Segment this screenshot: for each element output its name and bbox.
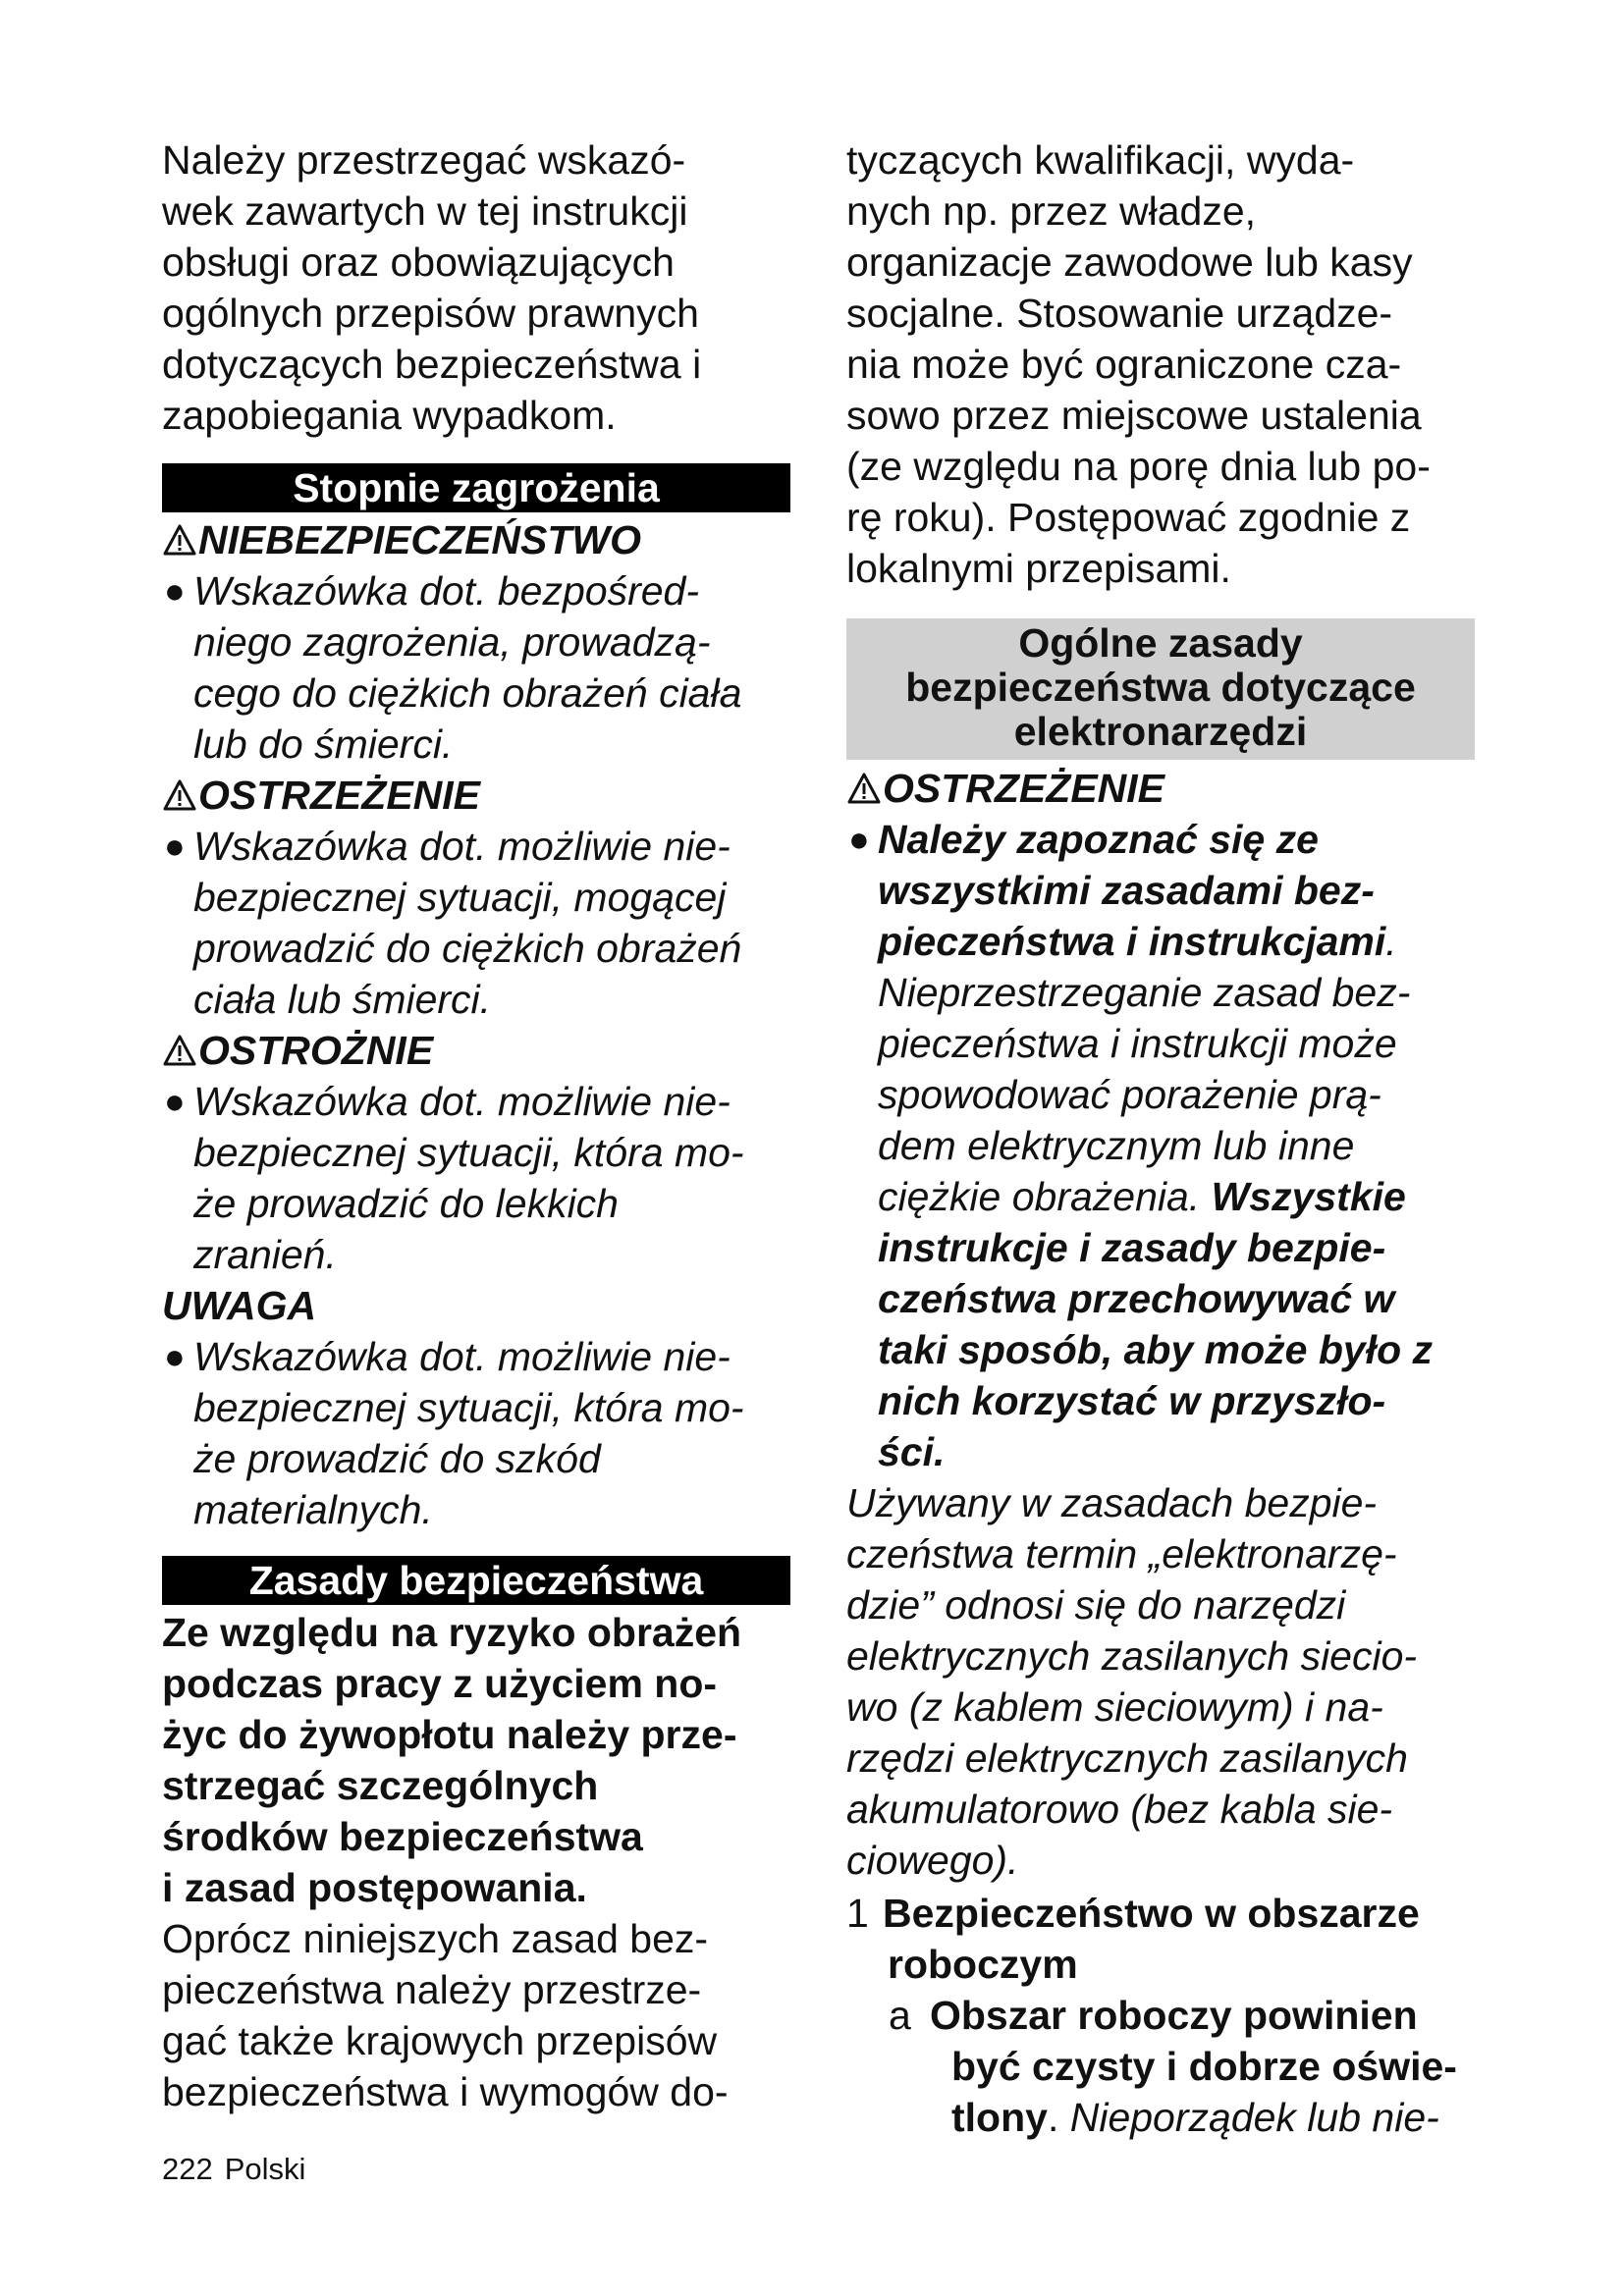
text-line: czeństwa przechowywać w (878, 1276, 1395, 1321)
text-line (930, 1990, 1475, 2041)
text-line: zranień. (193, 1232, 337, 1277)
text-line: lub do śmierci. (193, 721, 454, 767)
text-line: Wskazówka dot. możliwie nie- (193, 1079, 731, 1124)
text-line: lokalnymi przepisami. (846, 546, 1231, 591)
hazard-level-label (162, 1280, 790, 1331)
text-line: ogólnych przepisów prawnych (162, 291, 699, 336)
text-line: bezpiecznej sytuacji, która mo- (193, 1385, 744, 1430)
text-line: ciowego). (846, 1838, 1019, 1883)
text-line: roboczym (888, 1942, 1078, 1987)
item-a: a Obszar roboczy powinien być czysty i dobrze oświe- tlony. Nieporządek lub nie- (846, 1990, 1475, 2143)
text-line: i zasad postępowania. (162, 1865, 587, 1910)
text-line: Używany w zasadach bezpie- (846, 1480, 1378, 1525)
text-line: Bezpieczeństwo w obszarze (883, 1891, 1420, 1936)
hazard-level-description (162, 821, 790, 1025)
text-line: bezpiecznej sytuacji, mogącej (193, 875, 727, 920)
text-line: bezpiecznej sytuacji, która mo- (193, 1130, 744, 1175)
text-line: obsługi oraz obowiązujących (162, 240, 675, 285)
text-line: elektrycznych zasilanych siecio- (846, 1633, 1418, 1679)
text-line (878, 916, 1475, 967)
item-a-text (930, 1990, 1475, 2143)
warning-triangle-icon (162, 1034, 197, 1067)
text-line: Wskazówka dot. możliwie nie- (193, 824, 731, 869)
text-line: pieczeństwa i instrukcji może (878, 1021, 1397, 1066)
warning-label: OSTRZEŻENIE (846, 763, 1475, 814)
text-line: środków bezpieczeństwa (162, 1814, 643, 1859)
text-line: socjalne. Stosowanie urządze- (846, 291, 1393, 336)
hazard-level-description (162, 565, 790, 770)
period: . (1047, 2095, 1070, 2140)
text-line: materialnych. (193, 1487, 433, 1532)
text-line: że prowadzić do lekkich (193, 1181, 619, 1226)
text-line: dem elektrycznym lub inne (878, 1123, 1355, 1168)
period: . (1385, 919, 1397, 964)
general-safety-heading (846, 618, 1475, 760)
text-run: ciężkie obrażenia. (878, 1174, 1212, 1219)
text-line: gać także krajowych przepisów (162, 2018, 718, 2063)
heading-line: Ogólne zasady (1018, 620, 1303, 666)
text-line: zapobiegania wypadkom. (162, 393, 617, 438)
text-line: Wskazówka dot. bezpośred- (193, 568, 700, 614)
section-1-title (883, 1888, 1475, 1990)
description-lines (193, 565, 790, 770)
text-line (878, 1171, 1475, 1222)
safety-rules-text (162, 1913, 790, 2117)
text-line: rę roku). Postępować zgodnie z (846, 495, 1411, 540)
text-line: wszystkimi zasadami bez- (878, 868, 1375, 913)
hazard-levels (162, 514, 790, 1535)
term-definition (846, 1477, 1475, 1886)
bullet-icon: ● (164, 1081, 186, 1121)
right-column (846, 134, 1475, 2143)
warning-bullet (846, 814, 1475, 1477)
text-line: dzie” odnosi się do narzędzi (846, 1582, 1346, 1628)
text-line: prowadzić do ciężkich obrażeń (193, 926, 742, 971)
text-line: Należy przestrzegać wskazó- (162, 137, 686, 183)
text-line: życ do żywopłotu należy prze- (162, 1712, 737, 1757)
text-run: tlony (951, 2095, 1048, 2140)
description-lines (193, 1076, 790, 1280)
safety-rules-bold-text (162, 1607, 790, 1913)
text-line: sowo przez miejscowe ustalenia (846, 393, 1422, 438)
text-line: Oprócz niniejszych zasad bez- (162, 1916, 709, 1961)
text-run: Wszystkie (1211, 1174, 1406, 1219)
text-line: (ze względu na porę dnia lub po- (846, 444, 1431, 489)
text-line: podczas pracy z użyciem no- (162, 1661, 718, 1706)
text-line: nich korzystać w przyszło- (878, 1378, 1386, 1423)
text-line: nych np. przez władze, (846, 188, 1257, 234)
text-line: Należy zapoznać się ze (878, 817, 1319, 862)
bullet-icon: ● (164, 570, 186, 611)
text-line: taki sposób, aby może było z (878, 1327, 1434, 1372)
text-line: organizacje zawodowe lub kasy (846, 240, 1413, 285)
heading-line: elektronarzędzi (1013, 709, 1308, 754)
text-run: być czysty i dobrze oświe- (951, 2044, 1457, 2089)
text-run: Obszar roboczy powinien (930, 1993, 1418, 2038)
hazard-level-text: UWAGA (162, 1283, 317, 1328)
hazard-level-label (162, 514, 790, 565)
text-line: tyczących kwalifikacji, wyda- (846, 137, 1355, 183)
text-line: spowodować porażenie prą- (878, 1072, 1381, 1117)
left-column (162, 134, 790, 2117)
text-line: instrukcje i zasady bezpie- (878, 1225, 1386, 1270)
bullet-icon: ● (164, 1336, 186, 1376)
text-line: strzegać szczególnych (162, 1763, 599, 1808)
text-line: cego do ciężkich obrażeń ciała (193, 670, 742, 716)
page-footer (162, 2150, 317, 2189)
text-line: bezpieczeństwa i wymogów do- (162, 2069, 729, 2114)
text-line: ciała lub śmierci. (193, 977, 492, 1022)
text-line: że prowadzić do szkód (193, 1436, 601, 1481)
text-line: Nieprzestrzeganie zasad bez- (878, 970, 1411, 1015)
text-line: Ze względu na ryzyko obrażeń (162, 1610, 742, 1655)
safety-rules-heading: Zasady bezpieczeństwa (162, 1556, 790, 1605)
text-line: ści. (878, 1429, 946, 1474)
page-number: 222 (162, 2152, 213, 2186)
heading-line: bezpieczeństwa dotyczące (905, 665, 1416, 710)
continued-paragraph (846, 134, 1475, 594)
hazard-level-label (162, 1025, 790, 1076)
text-line: nia może być ograniczone cza- (846, 342, 1402, 387)
text-run: Nieporządek lub nie- (1069, 2095, 1439, 2140)
text-line (930, 2041, 1475, 2092)
text-line: wek zawartych w tej instrukcji (162, 188, 688, 234)
hazard-levels-heading: Stopnie zagrożenia (162, 463, 790, 512)
text-line: czeństwa termin „elektronarzę- (846, 1531, 1397, 1576)
intro-paragraph (162, 134, 790, 441)
hazard-level-text: OSTRZEŻENIE (198, 773, 481, 818)
warning-triangle-icon (162, 523, 197, 557)
text-line (930, 2092, 1475, 2143)
description-lines (193, 821, 790, 1025)
section-1-heading: 1 Bezpieczeństwo w obszarze roboczym (846, 1888, 1475, 1990)
warning-bullet-text (878, 814, 1475, 1477)
text-line: pieczeństwa należy przestrze- (162, 1967, 702, 2012)
text-line: dotyczących bezpieczeństwa i (162, 342, 702, 387)
hazard-level-text: NIEBEZPIECZEŃSTWO (198, 517, 642, 562)
warning-triangle-icon (846, 772, 882, 805)
bullet-icon: ● (164, 826, 186, 866)
hazard-level-label (162, 770, 790, 821)
text-line: niego zagrożenia, prowadzą- (193, 619, 711, 665)
language-label: Polski (224, 2152, 306, 2186)
hazard-level-description (162, 1331, 790, 1535)
text-line: akumulatorowo (bez kabla sie- (846, 1787, 1393, 1832)
hazard-level-text: OSTROŻNIE (198, 1028, 434, 1073)
text-line: wo (z kablem sieciowym) i na- (846, 1684, 1383, 1730)
text-line: Wskazówka dot. możliwie nie- (193, 1334, 731, 1379)
text-line: rzędzi elektrycznych zasilanych (846, 1735, 1408, 1781)
description-lines (193, 1331, 790, 1535)
bullet-icon: ● (848, 819, 870, 859)
text-run: pieczeństwa i instrukcjami (878, 919, 1386, 964)
hazard-level-description (162, 1076, 790, 1280)
warning-triangle-icon (162, 778, 197, 812)
